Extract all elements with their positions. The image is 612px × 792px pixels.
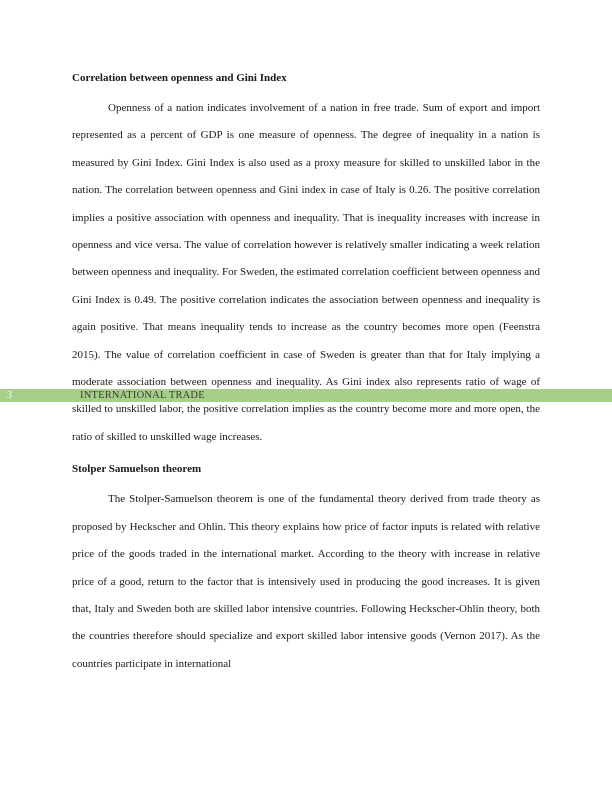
running-head-title: INTERNATIONAL TRADE: [80, 390, 205, 401]
paragraph-correlation: Openness of a nation indicates involvement of a nation in free trade. Sum of export and import represented as a percent of GDP is one measure of openness. The degree of inequality in a nation is measured by Gini Index. Gini Index is also used as a proxy measure for skilled to unskilled labor in the nation. The correlation between openness and Gini index in case of Italy is 0.26. The positive correlation implies a positive association with openness and inequality. That is inequality increases with increase in openness and vice versa. The value of correlation however is relatively smaller indicating a week relation between openness and inequality. For Sweden, the estimated correlation coefficient between openness and Gini Index is 0.49. The positive correlation indicates the association between openness and inequality is again positive. That means inequality tends to increase as the country becomes more open (Feenstra 2015). The value of correlation coefficient in case of Sweden is greater than that for Italy implying a moderate association between openness and inequality. As Gini index also represents ratio of wage of skilled to unskilled labor, the positive correlation implies as the country become more and more open, the ratio of skilled to unskilled wage increases.: [72, 102, 540, 443]
section-heading-stolper-samuelson: Stolper Samuelson theorem: [72, 463, 202, 476]
page-number: 3: [7, 390, 12, 401]
document-body: [72, 68, 540, 678]
paragraph-stolper-samuelson: The Stolper-Samuelson theorem is one of the fundamental theory derived from trade theory as proposed by Heckscher and Ohlin. This theory explains how price of factor inputs is related with relative price of the goods traded in the international market. According to the theory with increase in relative price of a good, return to the factor that is intensively used in producing the good increases. It is given that, Italy and Sweden both are skilled labor intensive countries. Following Heckscher-Ohlin theory, both the countries therefore should specialize and export skilled labor intensive goods (Vernon 2017). As the countries participate in international: [72, 493, 540, 670]
section-heading-correlation: Correlation between openness and Gini Index: [72, 72, 287, 84]
